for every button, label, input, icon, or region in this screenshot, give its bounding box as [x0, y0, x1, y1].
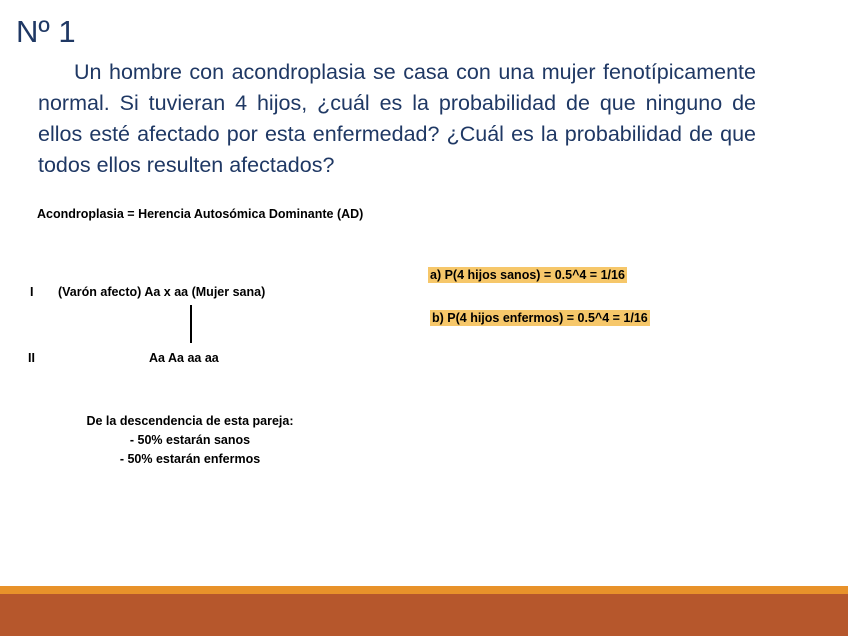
answer-b-highlight: b) P(4 hijos enfermos) = 0.5^4 = 1/16 [432, 311, 648, 325]
footer-band-top [0, 586, 848, 594]
generation-1-label: I [30, 285, 34, 299]
descendencia-summary [40, 412, 340, 469]
descendencia-sanos: - 50% estarán sanos [129, 433, 251, 447]
descendencia-heading: De la descendencia de esta pareja: [86, 414, 294, 428]
question-text: Un hombre con acondroplasia se casa con una mujer fenotípicamente normal. Si tuvieran 4 hijos, ¿cuál es la probabilidad de que ninguno de ellos esté afectado por esta enfermedad? ¿Cuál es la probabilidad de que todos ellos resulten afectados? [38, 60, 756, 177]
pedigree-line [190, 305, 192, 343]
offspring-genotypes: Aa Aa aa aa [149, 351, 219, 365]
answer-a [428, 267, 627, 283]
descendencia-enfermos: - 50% estarán enfermos [119, 452, 261, 466]
answer-b [430, 310, 650, 326]
footer-band-bottom [0, 594, 848, 636]
answer-a-highlight: a) P(4 hijos sanos) = 0.5^4 = 1/16 [430, 268, 625, 282]
generation-2-label: II [28, 351, 35, 365]
parents-cross: (Varón afecto) Aa x aa (Mujer sana) [58, 285, 266, 299]
inheritance-heading: Acondroplasia = Herencia Autosómica Dominante (AD) [37, 207, 364, 221]
slide-title: Nº 1 [16, 14, 76, 49]
